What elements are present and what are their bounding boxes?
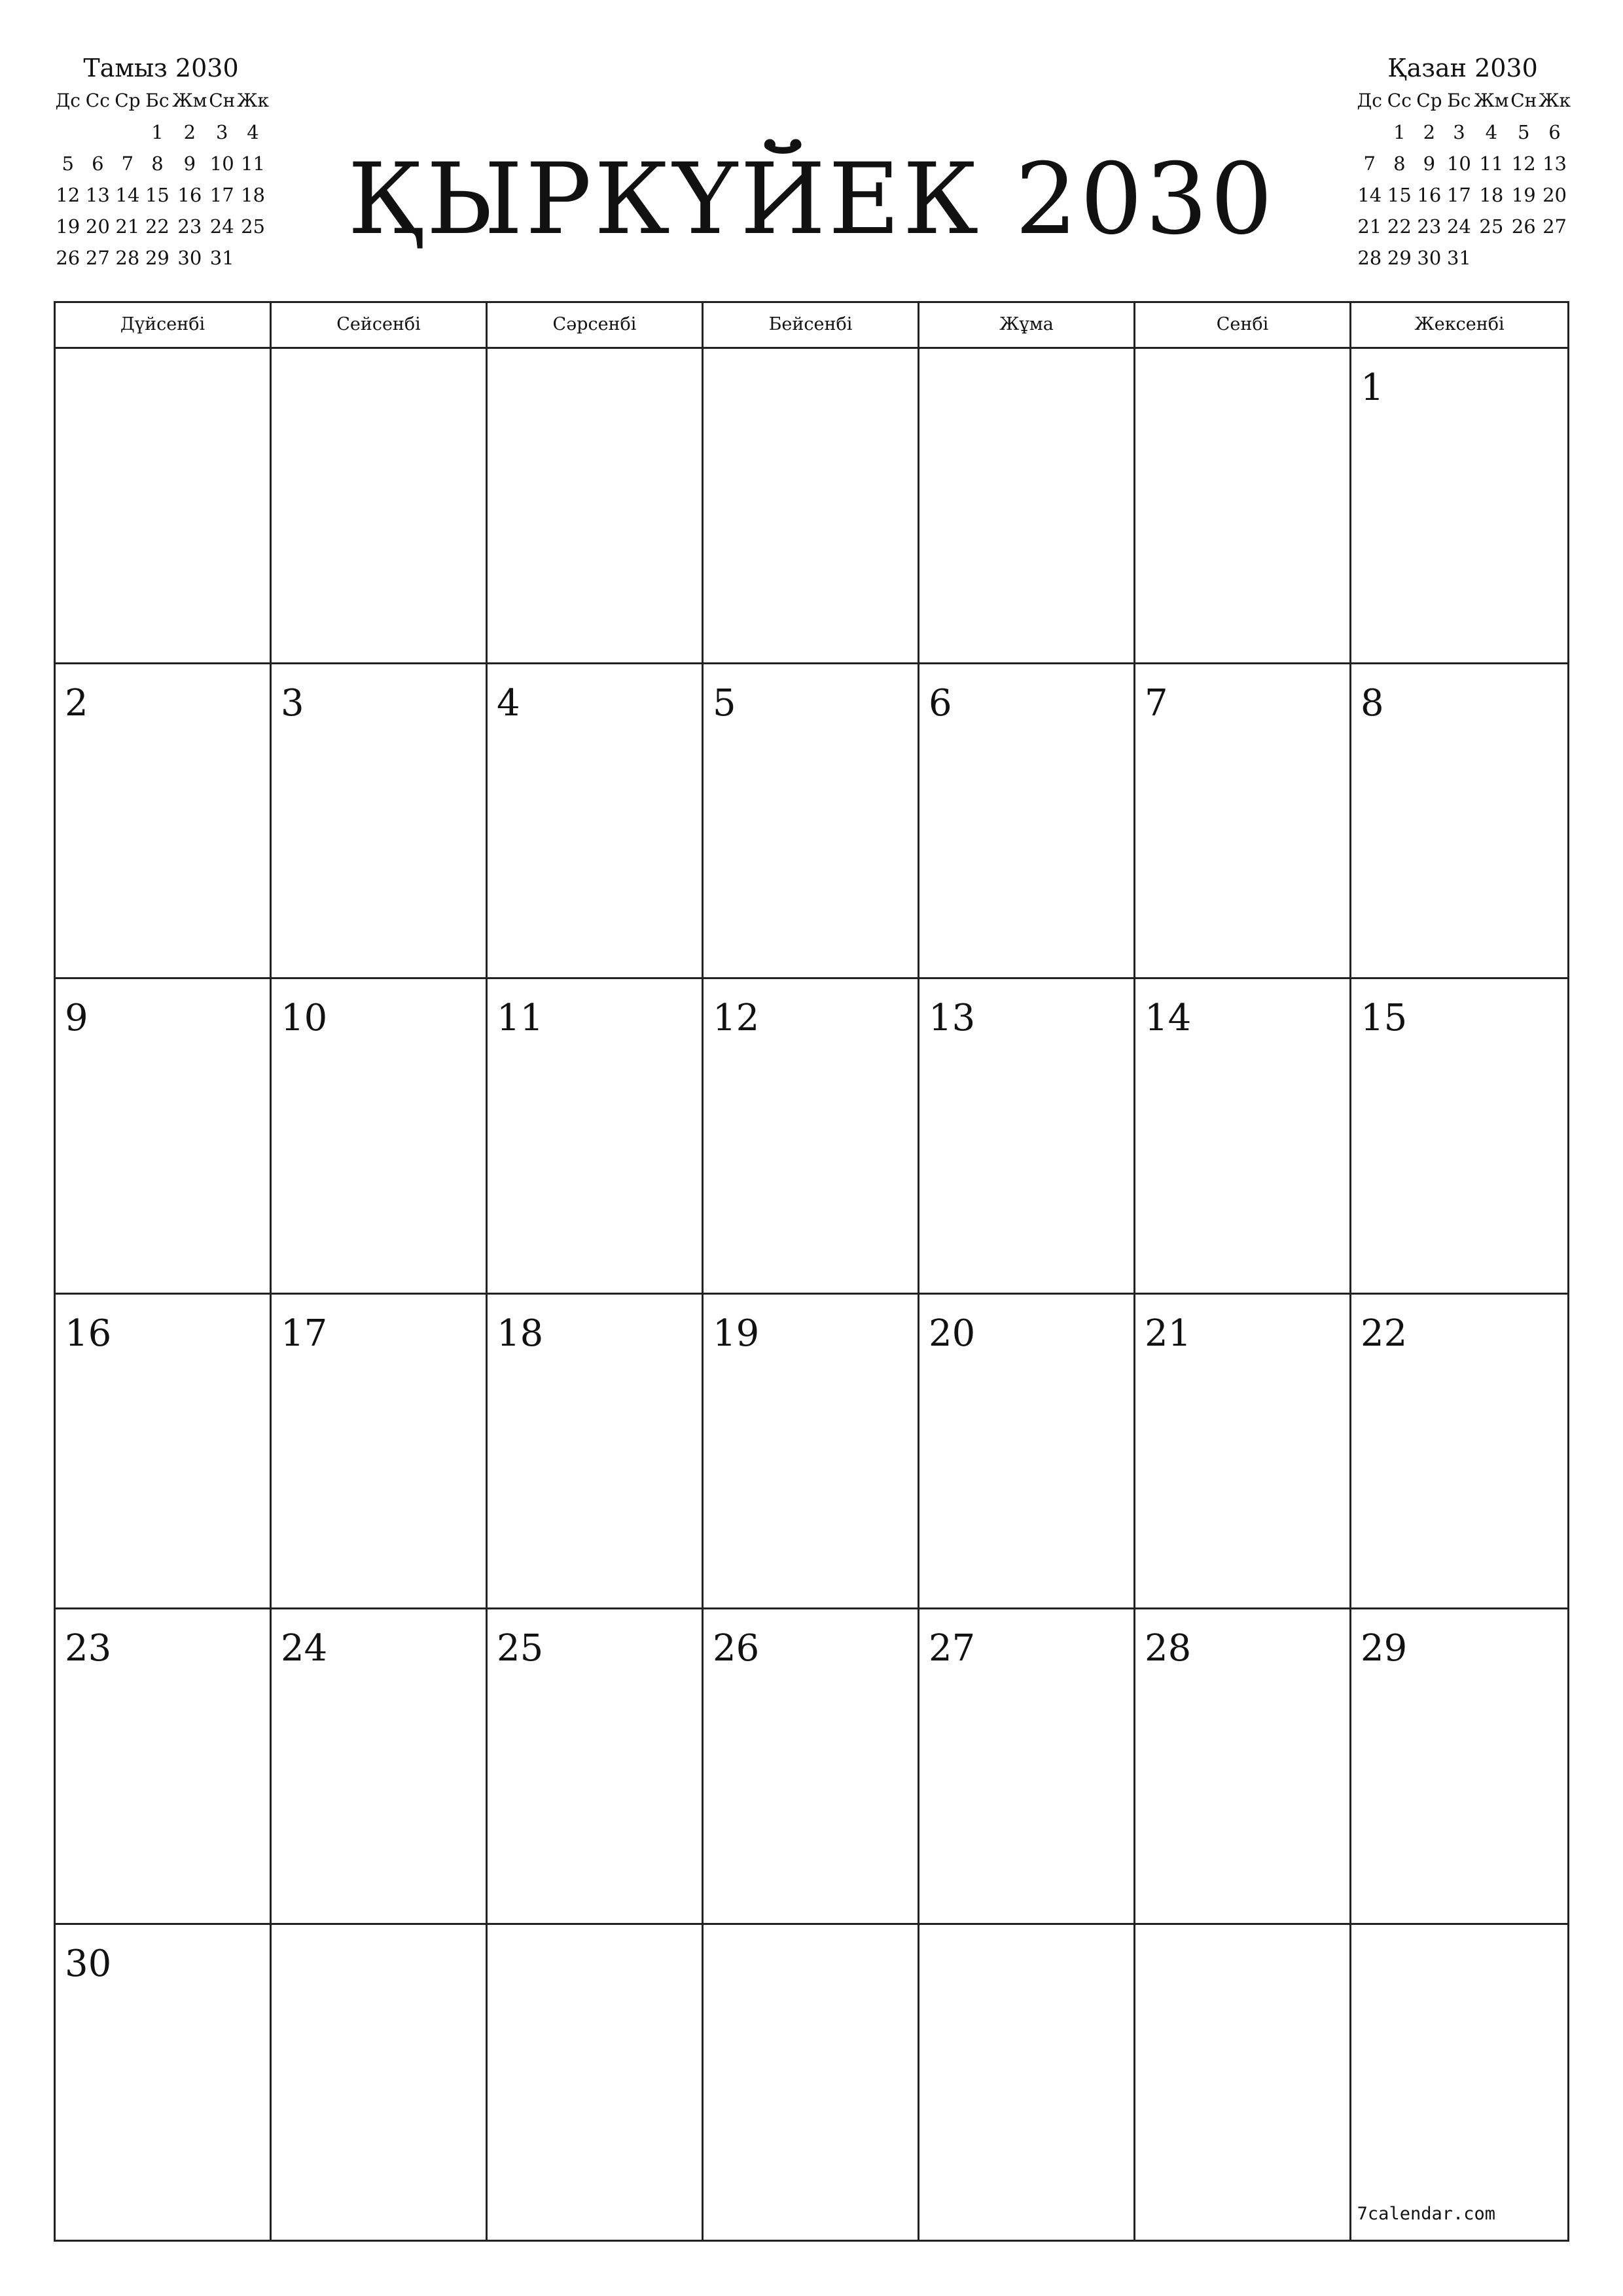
mini-day: 23: [1417, 215, 1442, 238]
mini-day: 7: [1363, 152, 1376, 175]
day-number: 13: [929, 997, 976, 1039]
mini-day: 29: [145, 247, 169, 269]
day-cell[interactable]: [56, 664, 272, 980]
day-cell[interactable]: [272, 664, 488, 980]
mini-day: 2: [183, 121, 196, 143]
day-number: 19: [713, 1312, 760, 1355]
mini-day: 25: [1479, 215, 1504, 238]
mini-day: 15: [145, 184, 169, 206]
mini-day: 2: [1423, 121, 1436, 143]
day-cell[interactable]: [919, 349, 1135, 664]
mini-weekday-label: Бс: [145, 90, 169, 111]
day-cell[interactable]: [56, 349, 272, 664]
mini-calendar-grid: [53, 85, 269, 274]
day-cell[interactable]: [919, 664, 1135, 980]
mini-day: 8: [151, 152, 164, 175]
day-cell[interactable]: [919, 1925, 1135, 2240]
mini-weekday-label: Дс: [1357, 90, 1382, 111]
mini-day: [53, 117, 83, 148]
mini-weekday-label: Ср: [115, 90, 141, 111]
mini-calendar-previous: [53, 51, 269, 274]
day-cell[interactable]: [704, 349, 919, 664]
mini-day: 27: [1543, 215, 1567, 238]
month-calendar: [54, 301, 1569, 2242]
day-cell[interactable]: [272, 1925, 488, 2240]
day-cell[interactable]: [704, 1925, 919, 2240]
day-number: 12: [713, 997, 760, 1039]
mini-day: 14: [115, 184, 140, 206]
mini-day: 22: [1387, 215, 1412, 238]
day-number: 3: [281, 681, 304, 725]
page-title: ҚЫРКҮЙЕК 2030: [348, 143, 1275, 257]
mini-day: 15: [1387, 184, 1412, 206]
day-cell[interactable]: [1351, 349, 1567, 664]
mini-day: 5: [1518, 121, 1530, 143]
day-cell[interactable]: [272, 349, 488, 664]
weekday-label: Дүйсенбі: [56, 303, 272, 347]
mini-day: [113, 117, 143, 148]
day-cell[interactable]: [1135, 1609, 1351, 1925]
day-number: 24: [281, 1627, 328, 1670]
mini-day: 9: [183, 152, 196, 175]
mini-day: 14: [1357, 184, 1382, 206]
day-number: 5: [713, 681, 736, 725]
mini-day: 17: [1446, 184, 1471, 206]
day-cell[interactable]: [56, 1925, 272, 2240]
mini-day: 31: [209, 247, 234, 269]
day-cell[interactable]: [56, 1295, 272, 1610]
mini-day: 1: [151, 121, 164, 143]
day-number: 14: [1145, 997, 1192, 1039]
mini-day: 16: [1417, 184, 1442, 206]
day-cell[interactable]: [1351, 1609, 1567, 1925]
day-cell[interactable]: [272, 1295, 488, 1610]
day-number: 16: [65, 1312, 112, 1355]
mini-day: 18: [241, 184, 265, 206]
day-number: 22: [1361, 1312, 1408, 1355]
site-credit[interactable]: 7calendar.com: [1357, 2204, 1495, 2224]
day-cell[interactable]: [1351, 1925, 1567, 2240]
day-cell[interactable]: [919, 979, 1135, 1295]
mini-day: 25: [241, 215, 265, 238]
day-number: 9: [65, 997, 88, 1039]
mini-day: 26: [56, 247, 80, 269]
mini-day: 3: [216, 121, 228, 143]
mini-day: 29: [1387, 247, 1412, 269]
mini-weekday-label: Сс: [85, 90, 110, 111]
mini-day: 4: [1485, 121, 1498, 143]
mini-day: 6: [92, 152, 104, 175]
day-cell[interactable]: [919, 1609, 1135, 1925]
day-cell[interactable]: [488, 349, 704, 664]
mini-day: 21: [115, 215, 140, 238]
mini-weekday-label: Бс: [1447, 90, 1471, 111]
mini-day: 11: [1479, 152, 1504, 175]
mini-calendar-grid: [1355, 85, 1571, 274]
mini-day: [83, 117, 113, 148]
mini-day: 3: [1453, 121, 1465, 143]
day-number: 1: [1361, 367, 1384, 409]
weekday-label: Жексенбі: [1414, 314, 1505, 334]
day-number: 27: [929, 1627, 976, 1670]
day-cell[interactable]: [488, 1925, 704, 2240]
weekday-label: Сейсенбі: [272, 303, 488, 347]
weekday-label: Бейсенбі: [704, 303, 919, 347]
mini-day: 30: [177, 247, 202, 269]
day-cell[interactable]: [272, 979, 488, 1295]
mini-day: 13: [1543, 152, 1567, 175]
day-number: 28: [1145, 1627, 1192, 1670]
mini-day: [1508, 242, 1539, 274]
day-cell[interactable]: [1135, 979, 1351, 1295]
mini-day: 22: [145, 215, 169, 238]
day-cell[interactable]: [1135, 349, 1351, 664]
mini-day: 4: [247, 121, 259, 143]
mini-day: [237, 242, 269, 274]
mini-day: 11: [241, 152, 265, 175]
mini-day: 19: [1511, 184, 1536, 206]
mini-day: 18: [1479, 184, 1504, 206]
day-cell[interactable]: [704, 1609, 919, 1925]
mini-day: [1539, 242, 1571, 274]
day-cell[interactable]: [704, 1295, 919, 1610]
mini-day: 12: [56, 184, 80, 206]
mini-day: 28: [1357, 247, 1382, 269]
mini-day: 27: [85, 247, 110, 269]
mini-day: 17: [209, 184, 234, 206]
mini-calendar-next: [1355, 51, 1571, 274]
day-number: 4: [497, 681, 520, 725]
day-cell[interactable]: [488, 1295, 704, 1610]
day-cell[interactable]: [56, 1609, 272, 1925]
calendar-grid: [56, 349, 1567, 2240]
mini-day: 10: [1446, 152, 1471, 175]
mini-day: 8: [1393, 152, 1406, 175]
weekday-label: Сәрсенбі: [488, 303, 704, 347]
day-number: 26: [713, 1627, 760, 1670]
mini-day: 12: [1511, 152, 1536, 175]
mini-day: 30: [1417, 247, 1442, 269]
mini-day: 6: [1548, 121, 1561, 143]
mini-day: 21: [1357, 215, 1382, 238]
mini-day: 28: [115, 247, 140, 269]
mini-day: 24: [209, 215, 234, 238]
day-number: 20: [929, 1312, 976, 1355]
day-cell[interactable]: [488, 664, 704, 980]
mini-day: 7: [121, 152, 134, 175]
mini-calendar-title: Қазан 2030: [1387, 54, 1538, 82]
mini-day: 1: [1393, 121, 1406, 143]
mini-day: 31: [1446, 247, 1471, 269]
weekday-label: Сенбі: [1135, 303, 1351, 347]
day-cell[interactable]: [272, 1609, 488, 1925]
mini-day: 20: [1543, 184, 1567, 206]
day-number: 23: [65, 1627, 112, 1670]
mini-day: 24: [1446, 215, 1471, 238]
day-number: 11: [497, 997, 544, 1039]
day-cell[interactable]: [1135, 664, 1351, 980]
day-number: 15: [1361, 997, 1408, 1039]
mini-day: 13: [85, 184, 110, 206]
mini-day: 16: [177, 184, 202, 206]
mini-calendar-title: Тамыз 2030: [83, 54, 239, 82]
day-cell[interactable]: [1135, 1295, 1351, 1610]
day-cell[interactable]: [1351, 664, 1567, 980]
mini-day: 10: [209, 152, 234, 175]
mini-weekday-label: Ср: [1416, 90, 1442, 111]
mini-day: 19: [56, 215, 80, 238]
day-number: 2: [65, 681, 88, 725]
mini-day: [1474, 242, 1508, 274]
weekday-label: Жұма: [919, 303, 1135, 347]
day-cell[interactable]: [488, 1609, 704, 1925]
mini-weekday-label: Жк: [1539, 90, 1571, 111]
day-number: 17: [281, 1312, 328, 1355]
day-cell[interactable]: [704, 979, 919, 1295]
day-number: 21: [1145, 1312, 1192, 1355]
day-number: 6: [929, 681, 952, 725]
mini-day: [1355, 117, 1385, 148]
day-number: 25: [497, 1627, 544, 1670]
mini-weekday-label: Жм: [172, 90, 207, 111]
day-cell[interactable]: [1135, 1925, 1351, 2240]
mini-day: 23: [177, 215, 202, 238]
day-cell[interactable]: [1351, 979, 1567, 1295]
day-number: 30: [65, 1942, 112, 1985]
day-cell[interactable]: [488, 979, 704, 1295]
mini-day: 26: [1511, 215, 1536, 238]
mini-day: 20: [85, 215, 110, 238]
day-number: 18: [497, 1312, 544, 1355]
day-cell[interactable]: [919, 1295, 1135, 1610]
mini-weekday-label: Жк: [237, 90, 269, 111]
mini-day: 9: [1423, 152, 1436, 175]
day-cell[interactable]: [1351, 1295, 1567, 1610]
day-cell[interactable]: [704, 664, 919, 980]
day-number: 10: [281, 997, 328, 1039]
mini-weekday-label: Сн: [209, 90, 236, 111]
day-number: 7: [1145, 681, 1168, 725]
mini-weekday-label: Дс: [55, 90, 80, 111]
mini-weekday-label: Сн: [1510, 90, 1537, 111]
day-number: 8: [1361, 681, 1384, 725]
mini-weekday-label: Жм: [1474, 90, 1509, 111]
weekday-header: [56, 303, 1567, 349]
mini-weekday-label: Сс: [1387, 90, 1412, 111]
mini-day: 5: [62, 152, 74, 175]
day-cell[interactable]: [56, 979, 272, 1295]
day-number: 29: [1361, 1627, 1408, 1670]
